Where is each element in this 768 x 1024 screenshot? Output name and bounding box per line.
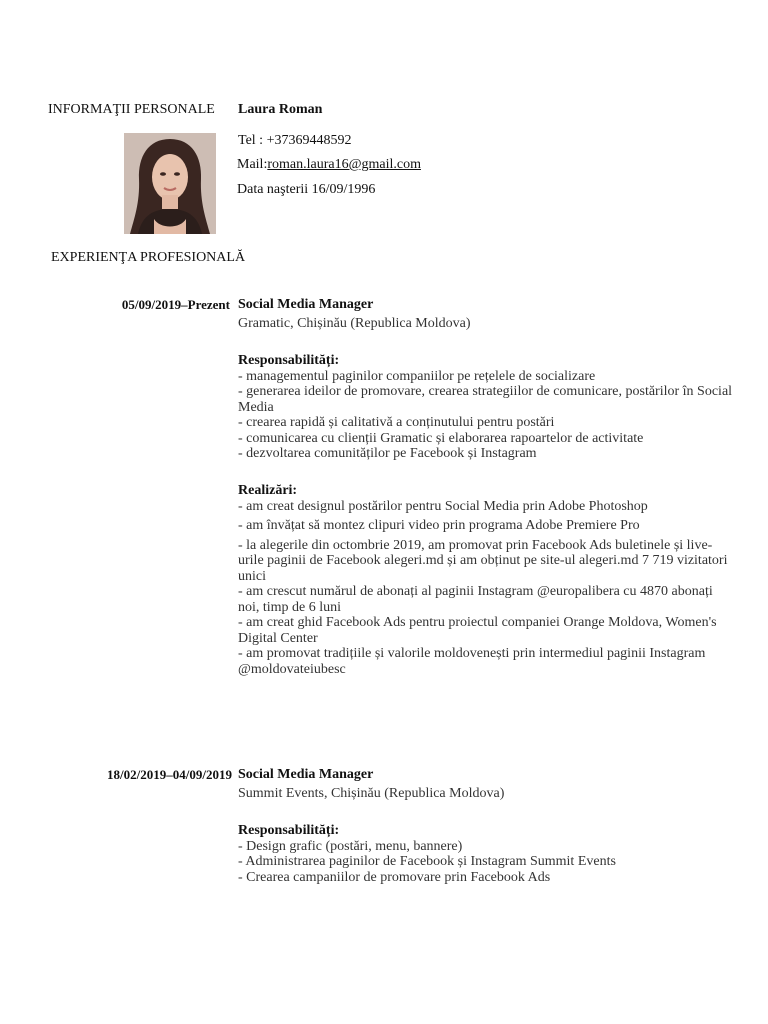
- phone-number: Tel : +37369448592: [238, 133, 352, 148]
- list-item: - am creat ghid Facebook Ads pentru proiectul companiei Orange Moldova, Women's Digital Center: [238, 615, 717, 646]
- list-item: - crearea rapidă și calitativă a conținutului pentru postări: [238, 415, 555, 430]
- birth-date: Data naşterii 16/09/1996: [237, 182, 376, 197]
- personal-info-heading: INFORMAŢII PERSONALE: [48, 102, 215, 117]
- list-item: - comunicarea cu clienții Gramatic și elaborarea rapoartelor de activitate: [238, 430, 644, 446]
- list-item: - am crescut numărul de abonați al paginii Instagram @europalibera cu 4870 abonați noi, timp de 6 luni: [238, 584, 713, 615]
- job-employer: Gramatic, Chișinău (Republica Moldova): [238, 316, 471, 331]
- job-dates: 18/02/2019–04/09/2019: [107, 767, 232, 782]
- responsibilities-heading: Responsabilități:: [238, 823, 340, 838]
- list-item: - am promovat tradițiile și valorile moldovenești prin intermediul paginii Instagram @moldovateiubesc: [238, 646, 706, 677]
- candidate-name: Laura Roman: [238, 102, 323, 117]
- list-item: - Design grafic (postări, menu, bannere): [238, 838, 463, 854]
- email-line: [237, 157, 421, 173]
- job-title: Social Media Manager: [238, 767, 374, 782]
- responsibilities-heading: Responsabilități:: [238, 353, 340, 368]
- job-dates: 05/09/2019–Prezent: [121, 297, 230, 312]
- list-item: - am învățat să montez clipuri video prin programa Adobe Premiere Pro: [238, 518, 640, 533]
- list-item: - dezvoltarea comunităților pe Facebook și Instagram: [238, 446, 537, 461]
- achievements-block: [238, 483, 733, 677]
- job-title: Social Media Manager: [238, 297, 374, 312]
- job-employer: Summit Events, Chișinău (Republica Moldova): [238, 786, 505, 801]
- list-item: - am creat designul postărilor pentru Social Media prin Adobe Photoshop: [238, 498, 648, 514]
- list-item: - Crearea campaniilor de promovare prin Facebook Ads: [238, 869, 551, 885]
- achievements-heading: Realizări:: [238, 483, 298, 498]
- profile-photo: [124, 133, 216, 234]
- list-item: - Administrarea paginilor de Facebook și Instagram Summit Events: [238, 854, 616, 869]
- responsibilities-block: [238, 823, 733, 885]
- email-link[interactable]: roman.laura16@gmail.com: [267, 157, 421, 172]
- list-item: - managementul paginilor companiilor pe rețelele de socializare: [238, 368, 596, 384]
- experience-heading: EXPERIENŢA PROFESIONALĂ: [51, 250, 246, 265]
- list-item: - generarea ideilor de promovare, crearea strategiilor de comunicare, postărilor în Social Media: [238, 384, 733, 415]
- list-item: - la alegerile din octombrie 2019, am promovat prin Facebook Ads buletinele și live-urile paginii de Facebook alegeri.md și am obținut pe site-ul alegeri.md 7 719 vizitatori unici: [238, 537, 728, 584]
- responsibilities-block: [238, 353, 733, 462]
- email-label: Mail:: [237, 157, 268, 172]
